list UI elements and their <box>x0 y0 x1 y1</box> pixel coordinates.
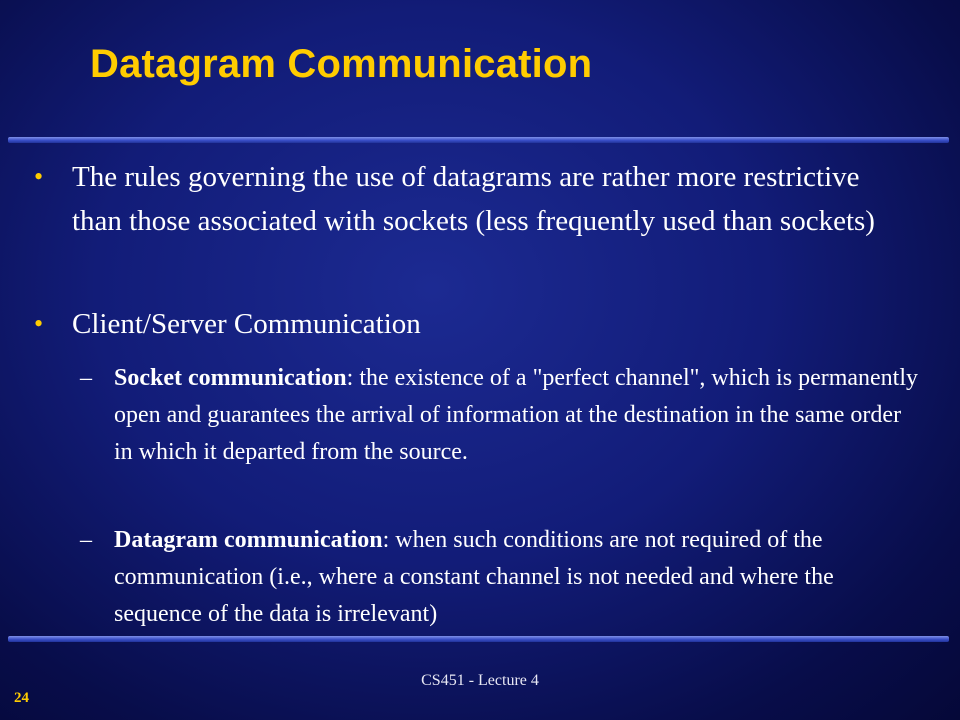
sub-bullet-body: : when such conditions are not required of the communication (i.e., where a constant channel is not needed and where the sequence of the data is irrelevant) <box>114 527 834 627</box>
sub-bullet-text <box>114 522 920 633</box>
page-number: 24 <box>14 690 29 706</box>
sub-bullet-text <box>114 360 920 471</box>
slide-title: Datagram Communication <box>90 42 593 86</box>
top-divider <box>8 137 949 143</box>
slide-footer: CS451 - Lecture 4 <box>421 672 539 689</box>
bullet-text: Client/Server Communication <box>72 308 421 340</box>
sub-bullet-term: Datagram communication <box>114 527 383 553</box>
bullet-text: The rules governing the use of datagrams are rather more restrictive than those associated with sockets (less frequently used than sockets) <box>72 161 875 237</box>
sub-bullet-term: Socket communication <box>114 365 347 391</box>
bullet-marker: • <box>34 309 44 338</box>
sub-bullet-marker: – <box>80 365 92 391</box>
sub-bullet-datagram <box>80 522 920 633</box>
bullet-item-1 <box>34 155 914 243</box>
bottom-divider <box>8 636 949 642</box>
bullet-marker: • <box>34 162 44 191</box>
sub-bullet-body: : the existence of a "perfect channel", which is permanently open and guarantees the arrival of information at the destination in the same order in which it departed from the source. <box>114 365 919 465</box>
sub-bullet-marker: – <box>80 527 92 553</box>
bullet-item-2 <box>34 302 914 346</box>
sub-bullet-socket <box>80 360 920 471</box>
